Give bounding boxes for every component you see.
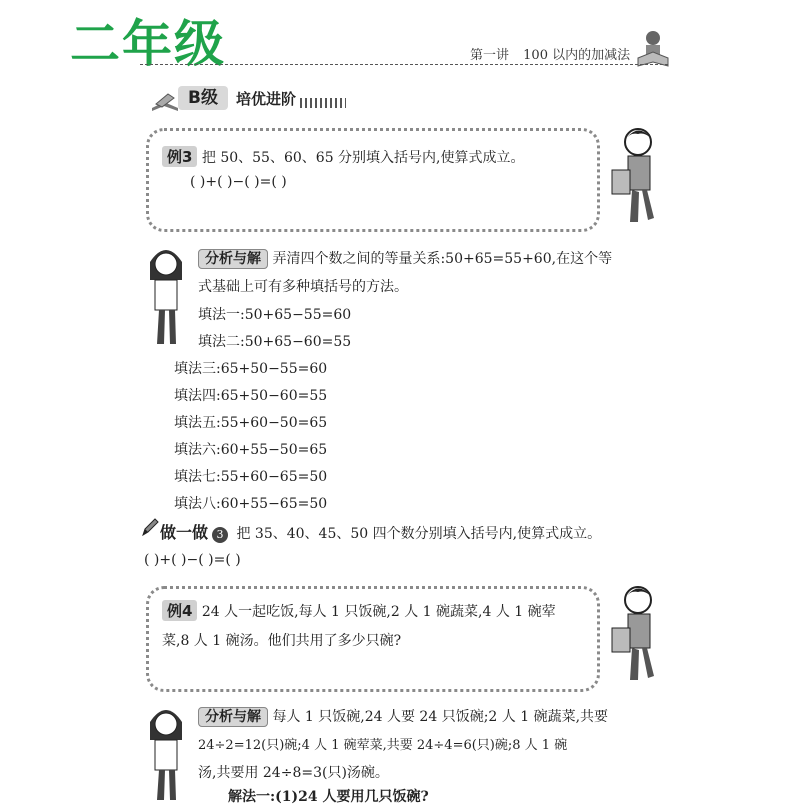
analysis-2-text-1: 每人 1 只饭碗,24 人要 24 只饭碗;2 人 1 碗蔬菜,共要 xyxy=(272,709,609,725)
analysis-1-line-2: 式基础上可有多种填括号的方法。 xyxy=(198,279,408,295)
try-3-equation: ( )+( )−( )=( ) xyxy=(144,552,241,568)
example-3-question: 把 50、55、60、65 分别填入括号内,使算式成立。 xyxy=(201,150,525,166)
analysis-1-text-1: 弄清四个数之间的等量关系:50+65=55+60,在这个等 xyxy=(272,251,613,267)
try-3-line xyxy=(160,520,601,543)
method-8: 填法八:60+55−65=50 xyxy=(174,496,328,512)
analysis-2-text-2: 24÷2=12(只)碗;4 人 1 碗荤菜,共要 24÷4=6(只)碗;8 人 1 碗 xyxy=(198,738,568,753)
method-6: 填法六:60+55−50=65 xyxy=(174,442,328,458)
level-badge: B级 xyxy=(178,86,228,110)
level-decoration xyxy=(300,98,346,108)
example-3-equation: ( )+( )−( )=( ) xyxy=(190,174,287,190)
analysis-2-tag: 分析与解 xyxy=(198,707,268,727)
boy-illustration-2 xyxy=(610,580,662,690)
pencil-icon xyxy=(140,516,160,538)
example-4-text-1: 24 人一起吃饭,每人 1 只饭碗,2 人 1 碗蔬菜,4 人 1 碗荤 xyxy=(201,604,556,620)
girl-illustration xyxy=(142,240,190,350)
grade-label: 二年级 xyxy=(70,15,226,73)
girl-illustration-2 xyxy=(142,700,190,800)
analysis-2-line-1 xyxy=(198,706,608,726)
example-3-question-line xyxy=(162,146,525,167)
example-4-text-2: 菜,8 人 1 碗汤。他们共用了多少只碗? xyxy=(162,633,402,649)
try-3-question: 把 35、40、45、50 四个数分别填入括号内,使算式成立。 xyxy=(236,526,602,542)
analysis-1-tag: 分析与解 xyxy=(198,249,268,269)
chapter-header xyxy=(470,44,640,63)
try-3-tag: 做一做 xyxy=(160,523,209,542)
level-title: 培优进阶 xyxy=(236,90,297,108)
header-divider xyxy=(140,64,668,65)
reading-child-icon xyxy=(636,28,670,68)
method-5: 填法五:55+60−50=65 xyxy=(174,415,328,431)
boy-illustration xyxy=(610,122,662,232)
try-3-number: 3 xyxy=(212,527,228,543)
method-1: 填法一:50+65−55=60 xyxy=(198,307,352,323)
example-3-tag: 例3 xyxy=(162,146,197,167)
lecture-title: 100 以内的加减法 xyxy=(523,48,631,63)
example-4-line-1 xyxy=(162,600,556,621)
method-3: 填法三:65+50−55=60 xyxy=(174,361,328,377)
method-4: 填法四:65+50−60=55 xyxy=(174,388,328,404)
analysis-2-text-3: 汤,共要用 24÷8=3(只)汤碗。 xyxy=(198,765,389,781)
book-icon xyxy=(150,90,180,112)
method-7: 填法七:55+60−65=50 xyxy=(174,469,328,485)
example-4-tag: 例4 xyxy=(162,600,197,621)
lecture-number: 第一讲 xyxy=(470,48,510,63)
solution-1-line: 解法一:(1)24 人要用几只饭碗? xyxy=(228,789,429,805)
method-2: 填法二:50+65−60=55 xyxy=(198,334,352,350)
analysis-1-line-1 xyxy=(198,248,612,268)
